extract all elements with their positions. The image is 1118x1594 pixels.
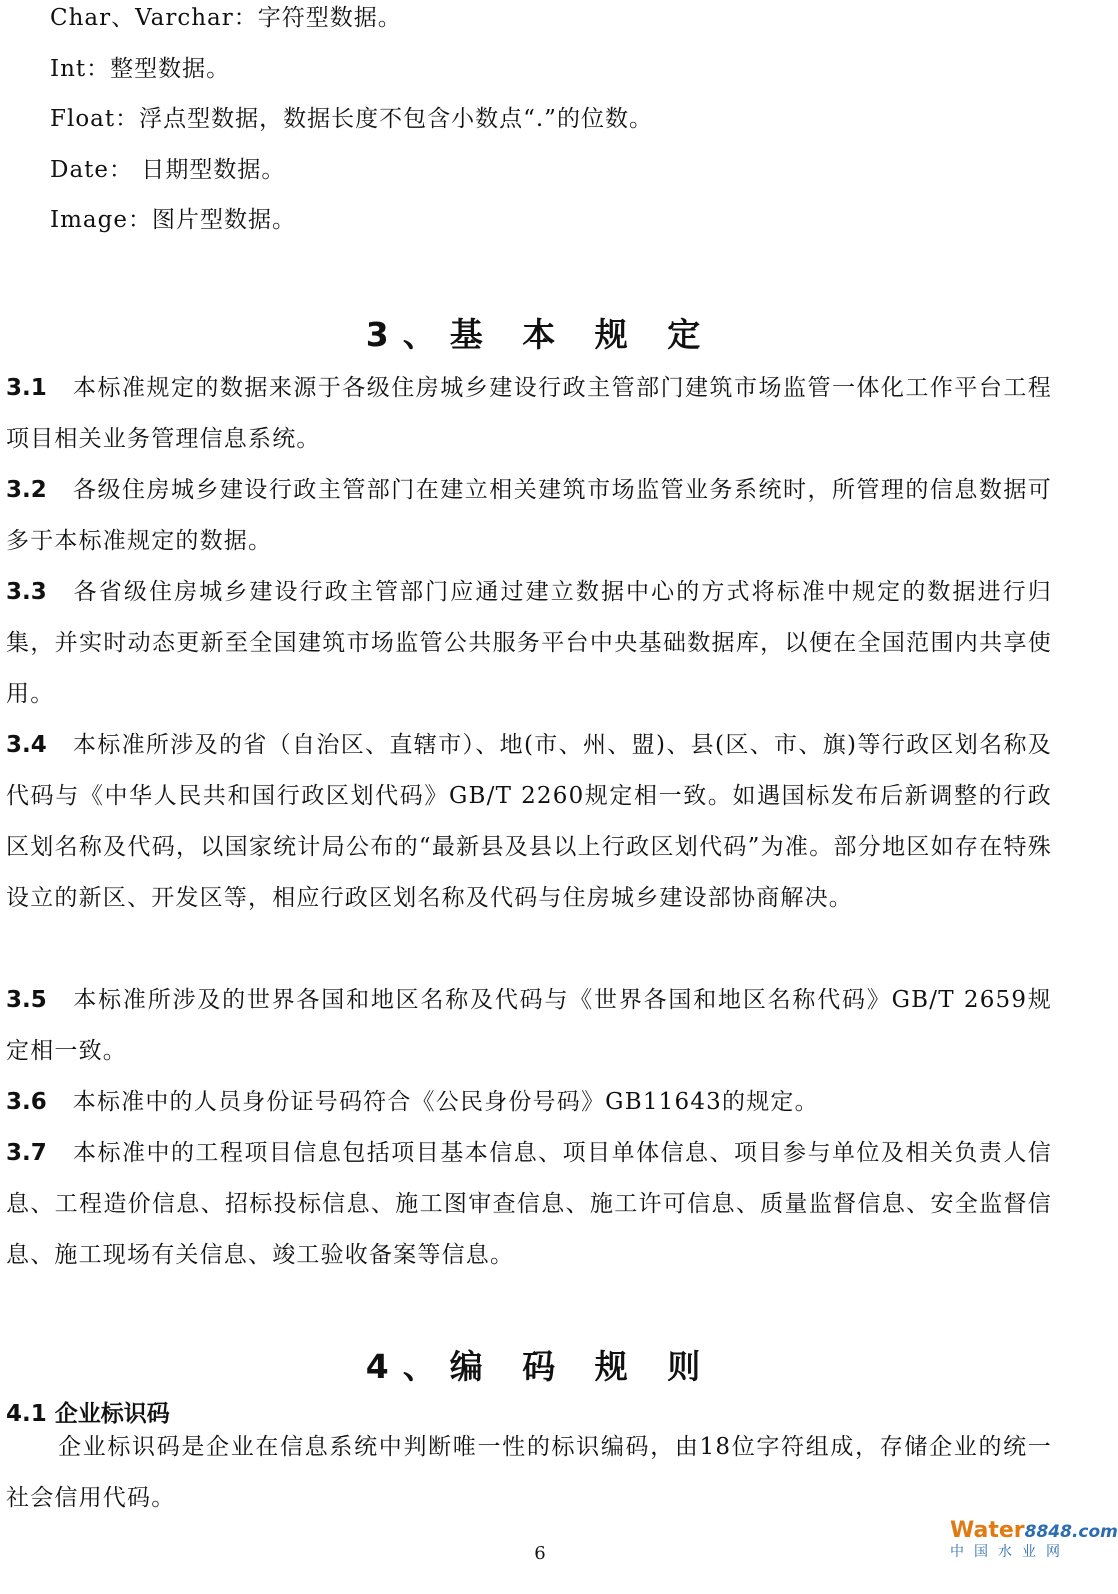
section-4-1-paragraph: 企业标识码是企业在信息系统中判断唯一性的标识编码，由18位字符组成，存储企业的统一社会信用代码。 <box>6 1434 1052 1511</box>
clause-text: 各省级住房城乡建设行政主管部门应通过建立数据中心的方式将标准中规定的数据进行归集，并实时动态更新至全国建筑市场监管公共服务平台中央基础数据库，以便在全国范围内共享使用。 <box>6 579 1052 707</box>
section-4-title: 4、编 码 规 则 <box>365 1347 715 1386</box>
watermark-subtitle: 中国水业网 <box>950 1544 1070 1560</box>
clause-number: 3.3 <box>6 579 47 605</box>
clause-number: 3.6 <box>6 1089 47 1115</box>
clause-3-4 <box>6 720 1052 924</box>
watermark-suffix: .com <box>1071 1522 1118 1542</box>
clause-text: 本标准规定的数据来源于各级住房城乡建设行政主管部门建筑市场监管一体化工作平台工程项目相关业务管理信息系统。 <box>6 375 1052 452</box>
clause-number: 3.7 <box>6 1140 47 1166</box>
clause-number: 3.1 <box>6 375 47 401</box>
clause-text: 本标准中的人员身份证号码符合《公民身份号码》GB11643的规定。 <box>72 1089 819 1115</box>
section-4-1-heading: 4.1 企业标识码 <box>6 1401 170 1427</box>
data-type-char: Char、Varchar：字符型数据。 <box>50 5 402 31</box>
clause-text: 本标准所涉及的省（自治区、直辖市）、地(市、州、盟)、县(区、市、旗)等行政区划名称及代码与《中华人民共和国行政区划代码》GB/T 2260规定相一致。如遇国标发布后新调整的行政区划名称及代码，以国家统计局公布的“最新县及县以上行政区划代码”为准。部分地区如存在特殊设立的新区、开发区等，相应行政区划名称及代码与住房城乡建设部协商解决。 <box>6 732 1052 911</box>
data-type-image: Image：图片型数据。 <box>50 207 296 233</box>
watermark-brand: Water <box>950 1518 1025 1543</box>
clause-3-5 <box>6 975 1052 1077</box>
clause-number: 3.2 <box>6 477 47 503</box>
data-type-int: Int：整型数据。 <box>50 56 231 82</box>
watermark-logo-text <box>950 1518 1118 1543</box>
watermark-logo <box>950 1518 1118 1561</box>
clause-3-7 <box>6 1128 1052 1281</box>
clause-number: 3.5 <box>6 987 47 1013</box>
watermark-number: 8848 <box>1024 1522 1072 1542</box>
clause-number: 3.4 <box>6 732 47 758</box>
section-3-title: 3、基 本 规 定 <box>365 315 715 354</box>
clause-3-2 <box>6 465 1052 567</box>
data-type-date: Date： 日期型数据。 <box>50 157 286 183</box>
clause-3-3 <box>6 567 1052 720</box>
clause-text: 各级住房城乡建设行政主管部门在建立相关建筑市场监管业务系统时，所管理的信息数据可多于本标准规定的数据。 <box>6 477 1052 554</box>
data-type-float: Float：浮点型数据，数据长度不包含小数点“.”的位数。 <box>50 106 653 132</box>
clause-3-6 <box>6 1077 1052 1128</box>
clause-3-1 <box>6 363 1052 465</box>
clause-text: 本标准所涉及的世界各国和地区名称及代码与《世界各国和地区名称代码》GB/T 2659规定相一致。 <box>6 987 1052 1064</box>
page-number: 6 <box>534 1543 546 1564</box>
clause-text: 本标准中的工程项目信息包括项目基本信息、项目单体信息、项目参与单位及相关负责人信息、工程造价信息、招标投标信息、施工图审查信息、施工许可信息、质量监督信息、安全监督信息、施工现场有关信息、竣工验收备案等信息。 <box>6 1140 1052 1268</box>
